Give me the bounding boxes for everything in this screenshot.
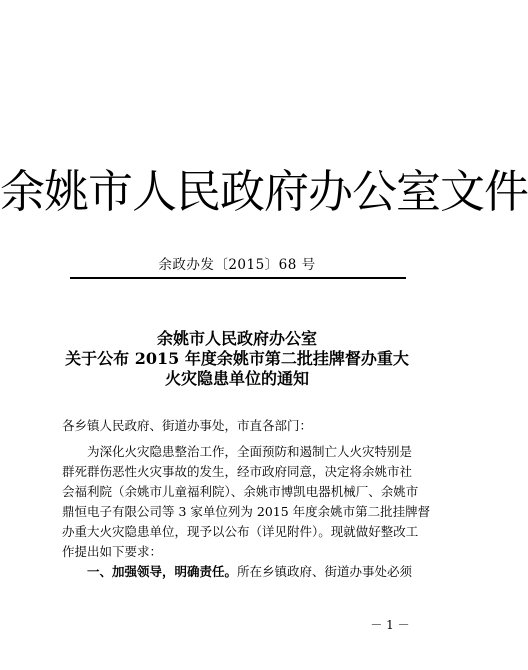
header-divider — [70, 277, 406, 279]
document-header-title: 余姚市人民政府办公室文件 — [0, 165, 528, 218]
subject-line-1: 余姚市人民政府办公室 — [156, 329, 317, 348]
notice-subject — [0, 329, 474, 389]
body-line: 群死群伤恶性火灾事故的发生，经市政府同意，决定将余姚市社 — [62, 464, 413, 479]
body-line-section-one — [62, 562, 422, 582]
document-number: 余政办发〔2015〕68 号 — [158, 257, 316, 273]
section-one-text: 所在乡镇政府、街道办事处必须 — [237, 564, 413, 579]
body-line: 作提出如下要求： — [62, 544, 163, 559]
page-number: － 1 － — [370, 618, 410, 632]
body-line: 办重大火灾隐患单位，现予以公布（详见附件）。现就做好整改工 — [62, 524, 419, 539]
body-line: 会福利院（余姚市儿童福利院）、余姚市博凯电器机械厂、余姚市 — [62, 484, 419, 499]
subject-line-3: 火灾隐患单位的通知 — [164, 369, 309, 388]
salutation: 各乡镇人民政府、街道办事处，市直各部门： — [62, 418, 313, 433]
body-line: 鼎恒电子有限公司等 3 家单位列为 2015 年度余姚市第二批挂牌督 — [62, 504, 431, 519]
subject-line-2: 关于公布 2015 年度余姚市第二批挂牌督办重大 — [65, 349, 409, 368]
body-text — [62, 442, 431, 582]
body-line: 为深化火灾隐患整治工作，全面预防和遏制亡人火灾特别是 — [87, 444, 413, 459]
section-one-heading: 一、加强领导，明确责任。 — [87, 564, 238, 579]
